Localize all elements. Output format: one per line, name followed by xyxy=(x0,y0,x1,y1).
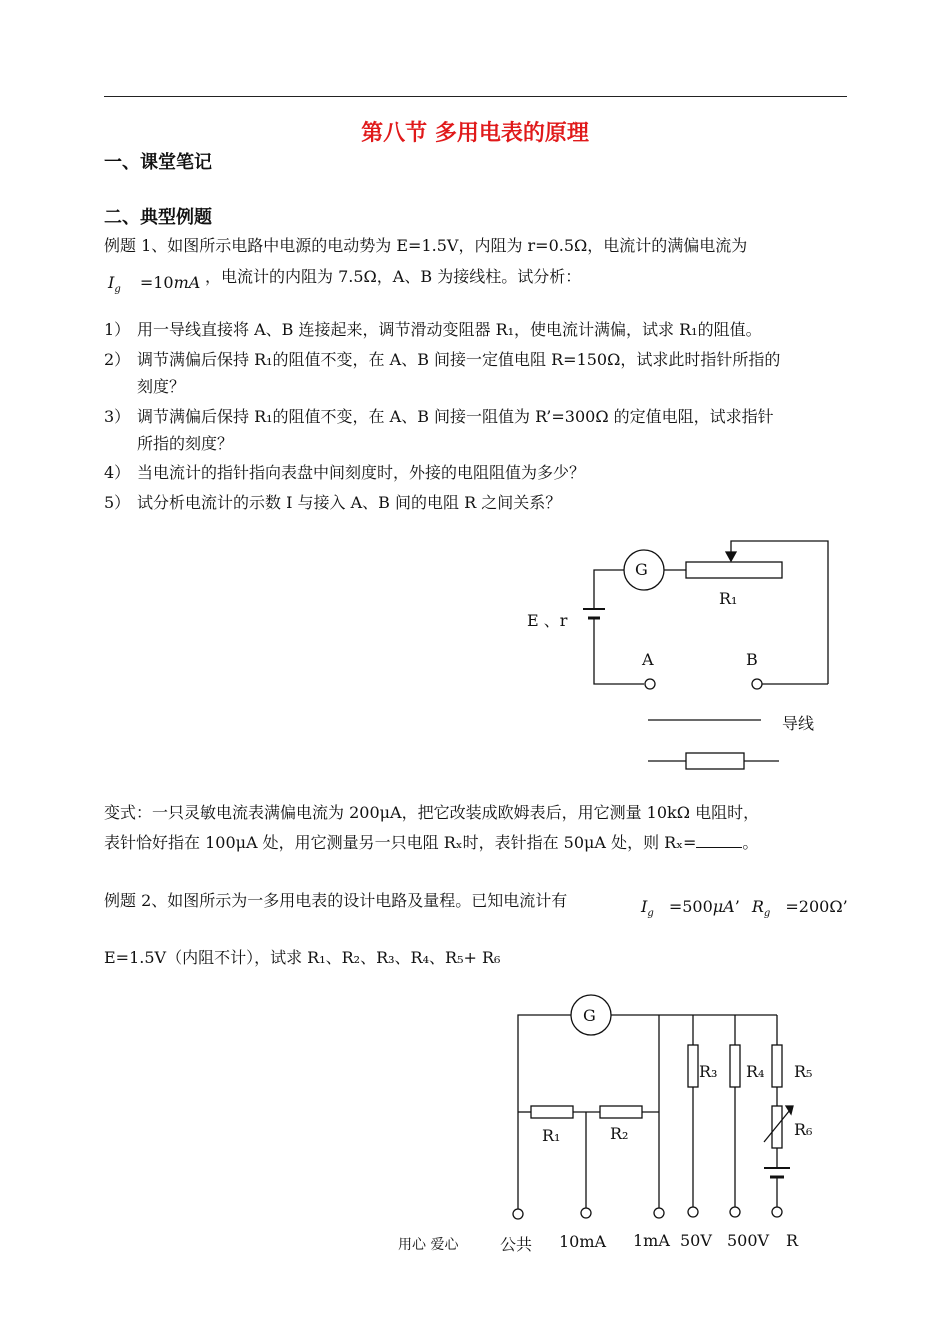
example2-line1: 例题 2、如图所示为一多用电表的设计电路及量程。已知电流计有 xyxy=(104,891,568,910)
example2-line2: E=1.5V（内阻不计），试求 R₁、R₂、R₃、R₄、R₅+ R₆ xyxy=(104,948,501,967)
resistor-r6-label: R₆ xyxy=(794,1120,813,1139)
resistor-r2-label: R₂ xyxy=(610,1124,629,1143)
question-number: 2） xyxy=(104,350,131,369)
page-title: 第八节 多用电表的原理 xyxy=(361,121,589,146)
resistor-r2-symbol xyxy=(600,1106,642,1118)
question-number: 5） xyxy=(104,493,131,512)
galvanometer-2-label: G xyxy=(583,1006,596,1025)
terminal-50v xyxy=(688,1207,698,1217)
example1-line1: 例题 1、如图所示电路中电源的电动势为 E=1.5V，内阻为 r=0.5Ω，电流计的满偏电流为 xyxy=(104,236,748,255)
wire-legend-label: 导线 xyxy=(782,714,815,733)
question-text: 所指的刻度？ xyxy=(137,434,234,453)
terminal-label-1ma: 1mA xyxy=(633,1231,670,1250)
resistor-r5-label: R₅ xyxy=(794,1062,813,1081)
question-text: 当电流计的指针指向表盘中间刻度时，外接的电阻阻值为多少？ xyxy=(137,463,586,482)
terminal-label-common: 公共 xyxy=(500,1235,533,1254)
resistor-r1-label: R₁ xyxy=(542,1126,561,1145)
resistor-r1-symbol xyxy=(531,1106,573,1118)
resistor-r3-label: R₃ xyxy=(699,1062,718,1081)
terminal-label-10ma: 10mA xyxy=(559,1232,607,1251)
question-text: 调节满偏后保持 R₁的阻值不变，在 A、B 间接一定值电阻 R=150Ω，试求此时指针所指的 xyxy=(137,350,781,369)
terminal-r xyxy=(772,1207,782,1217)
terminal-common xyxy=(513,1209,523,1219)
question-number: 3） xyxy=(104,407,131,426)
terminal-10ma xyxy=(581,1208,591,1218)
terminal-label-500v: 500V xyxy=(727,1231,770,1250)
terminal-a-label: A xyxy=(642,650,654,669)
resistor-r3-symbol xyxy=(688,1045,698,1087)
terminal-label-50v: 50V xyxy=(680,1231,712,1250)
resistor-r5-symbol xyxy=(772,1045,782,1087)
rheostat-label: R₁ xyxy=(719,589,738,608)
terminal-500v xyxy=(730,1207,740,1217)
galvanometer-label: G xyxy=(635,560,648,579)
section-notes-heading: 一、课堂笔记 xyxy=(104,152,212,173)
terminal-1ma xyxy=(654,1208,664,1218)
variant-line1: 变式：一只灵敏电流表满偏电流为 200μA，把它改装成欧姆表后，用它测量 10kΩ 电阻时， xyxy=(104,803,760,822)
source-label: E 、r xyxy=(527,611,568,630)
resistor-r4-symbol xyxy=(730,1045,740,1087)
question-text: 用一导线直接将 A、B 连接起来，调节滑动变阻器 R₁，使电流计满偏，试求 R₁的阻值。 xyxy=(137,320,762,339)
example1-line2: ，电流计的内阻为 7.5Ω，A、B 为接线柱。试分析： xyxy=(205,267,582,286)
terminal-b-label: B xyxy=(746,650,758,669)
question-text: 调节满偏后保持 R₁的阻值不变，在 A、B 间接一阻值为 R’=300Ω 的定值电阻，试求指针 xyxy=(137,407,774,426)
question-number: 1） xyxy=(104,320,131,339)
variant-line2-text: 表针恰好指在 100μA 处，用它测量另一只电阻 Rₓ时，表针指在 50μA 处，则 Rₓ= xyxy=(104,833,697,852)
example1-formula: $I_g =10mA$ xyxy=(108,273,201,296)
question-text: 试分析电流计的示数 I 与接入 A、B 间的电阻 R 之间关系？ xyxy=(137,493,562,512)
section-examples-heading: 二、典型例题 xyxy=(104,207,212,228)
example2-formula: $I_g =500\mu A$’ $R_g =200\Omega$’ xyxy=(641,897,848,920)
question-number: 4） xyxy=(104,463,131,482)
question-text: 刻度？ xyxy=(137,377,186,396)
resistor-r4-label: R₄ xyxy=(746,1062,765,1081)
page-footer: 用心 爱心 xyxy=(398,1237,459,1253)
variant-line2-end: 。 xyxy=(742,833,759,852)
terminal-label-r: R xyxy=(786,1231,799,1250)
